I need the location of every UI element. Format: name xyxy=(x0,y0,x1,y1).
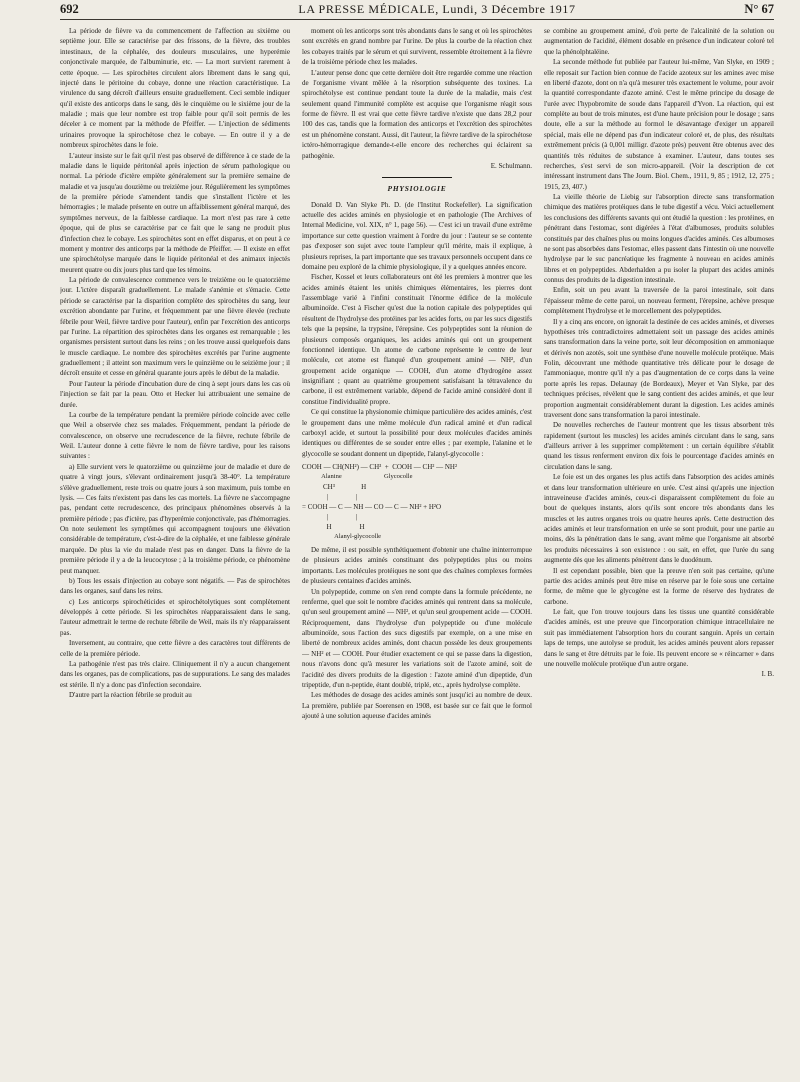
chemical-formula xyxy=(302,462,532,542)
paragraph: L'auteur insiste sur le fait qu'il n'est pas observé de différence à ce stade de la maladie dans le liquide péritonéal après injection de sérum pathologique ou normal. La période d'ictère empiète généralement sur la première semaine de maladie et va jusqu'au douzième ou treizième jour. Régulièrement les symptômes de la première période s'amendent tandis que s'installent l'ictère et les hémorragies ; le malade présente en outre un affaiblissement général marqué, des symptômes nerveux, de la faiblesse cardiaque. La mort n'est pas rare à cette époque, qui de plus se caractérise par ce fait que le sang ne produit plus d'infection chez le cobaye. Les spirochètes sont en effet disparus, et on peut à ce moment y montrer des anticorps par la méthode de Pfeiffer. — Il existe en effet une spirochétolyse marquée dans le liquide péritonéal et des animaux injectés meurent quatre ou dix jours plus tard que les témoins. xyxy=(60,151,290,274)
column-1 xyxy=(60,26,290,1082)
formula-line: H H xyxy=(302,523,365,531)
paragraph: c) Les anticorps spirochéticides et spirochétolytiques sont complètement développés à cette période. Si les spirochètes réapparaissaient dans le sang, l'auteur admettrait le terme de rechute fébrile de Weil, mais ils n'y réapparaissent pas. xyxy=(60,597,290,637)
column-2 xyxy=(302,26,532,1082)
paragraph: La vieille théorie de Liebig sur l'absorption directe sans transformation chimique des matières protéiques dans le tube digestif a vécu. Voici actuellement les conclusions des différents savants qui ont étudié la question : les protéines, en pénétrant dans l'estomac, sont digérées à l'état d'albumoses, produits solubles constitués par des chaînes plus ou moins longues d'acides aminés. Ces albumoses ne sont pas absorbées dans l'estomac, elles passent dans l'intestin où une nouvelle hydrolyse par le suc pancréatique les fragmente à nouveau en acides aminés libres et en polypeptides. Abderhalden a pu isoler la plupart des acides aminés connus des produits de la digestion intestinale. xyxy=(544,193,774,284)
page-header xyxy=(60,0,774,20)
formula-line: = COOH — C — NH — CO — C — NH² + H²O xyxy=(302,503,442,511)
paragraph: Le foie est un des organes les plus actifs dans l'absorption des acides aminés et dans leur transformation ultérieure en urée. C'est ainsi qu'après une injection intraveineuse d'acides aminés, ceux-ci disparaissent complètement du foie au bout de quelques instants, alors qu'ils sont encore très abondants dans les muscles et les autres organes trois ou quatre heures après. Cette destruction des acides aminés et leur transformation en urée se sont produit, pour une partie au moins, dès la pénétration dans le sang, avant même que l'organisme ait absorbé les produits nécessaires à son existence : ou sait, en effet, que l'urée du sang augmente dès que les aliments pénètrent dans le duodénum. xyxy=(544,473,774,565)
divider xyxy=(382,177,452,178)
author-signature: E. Schulmann. xyxy=(490,161,532,170)
columns xyxy=(60,26,774,1082)
paragraph: Fischer, Kossel et leurs collaborateurs ont été les premiers à montrer que les acides aminés étaient les unités chimiques élémentaires, les pierres dont l'assemblage varié à l'infini constituait l'énorme édifice de la molécule albuminoïde. C'est à Fischer qu'est due la notion capitale des polypeptides qui résultent de l'hydrolyse des protéines par les acides forts, ou par les sucs digestifs tels que la pepsine, la trypsine, l'érepsine. Ces polypeptides sont la réunion de plusieurs composés organiques, les acides aminés qui ont un groupement fonctionnel identique. Un atome de carbone représente le centre de leur molécule, cet atome est flanqué d'un groupement aminé — NH², d'un groupement acide organique — COOH, d'un atome d'hydrogène assez insignifiant ; quant au quatrième groupement satisfaisant la tétravalence du carbone, il est extrêmement variable, dépend de l'acide aminé considéré dont il constitue l'individualité propre. xyxy=(302,273,532,406)
paragraph: La pathogénie n'est pas très claire. Cliniquement il n'y a aucun changement dans les organes, pas de complications, pas de suppurations. Le sang des malades est stérile. Il n'y a donc pas d'infection secondaire. xyxy=(60,659,290,689)
paragraph: se combine au groupement aminé, d'où perte de l'alcalinité de la solution ou augmentation de l'acidité, élément dosable en présence d'un indicateur coloré tel que la phénolphtaléine. xyxy=(544,27,774,56)
paragraph: La période de fièvre va du commencement de l'affection au sixième ou septième jour. Elle se caractérise par des frissons, de la fièvre, des troubles intestinaux, de la céphalée, des douleurs musculaires, une hyperémie conjonctivale marquée, de l'albuminurie, etc. — La mort survient rarement à cette époque. — Les spirochètes circulent alors librement dans le sang qui, injecté dans le péritoine du cobaye, donne une réaction caractéristique. La virulence du sang décroît d'ailleurs ensuite graduellement. Ceci semble indiquer qu'il existe des anticorps dans le sang, dès le cinquième ou le sixième jour de la maladie ; mais que leur nombre est trop faible pour qu'il soit permis de les déceler à ce moment par la méthode de Pfeiffer. — L'injection de sédiments urinaires provoque la spirochétose chez le cobaye. — En outre il y a de nombreux spirochètes dans le foie. xyxy=(60,27,290,150)
formula-labels: Alanine Glycocolle xyxy=(302,473,413,480)
paragraph: a) Elle survient vers le quatorzième ou quinzième jour de maladie et dure de quatre à vingt jours, s'élevant ordinairement jusqu'à 38-40°. La température s'élève graduellement, reste trois ou quatre jours à son maximum, puis tombe en lysis. — Ces faits n'existent pas dans les cas mortels. La fièvre ne s'accompagne pas, pendant cette recrudescence, des principaux phénomènes observés à la première période ; pas d'ictère, pas d'hyperémie conjonctivale, pas d'hémorragies. On note seulement les symptômes qui accompagnent toujours une élévation considérable de température, c'est-à-dire de la céphalée, et une faiblesse générale marquée. De plus la vie du malade n'est pas en danger. Dans la fièvre de la première période il y a de la leucocytose ; à la troisième période, ce phénomène peut manquer. xyxy=(60,462,290,575)
paragraph: Donald D. Van Slyke Ph. D. (de l'Institut Rockefeller). La signification actuelle des acides aminés en physiologie et en pathologie (The Archives of Internal Medicine, vol. XIX, n° 1, page 56). — C'est ici un travail d'une extrême importance sur cette question vraiment à l'ordre du jour : l'auteur se se contente pas d'exposer son sujet avec toute l'ampleur qu'il mérite, mais il explique, à plusieurs reprises, la part importante que ses travaux personnels occupent dans ce domaine peu exploré de la chimie physiologique, il y a quelques années encore. xyxy=(302,200,532,271)
section-heading: PHYSIOLOGIE xyxy=(387,184,447,194)
formula-labels: Alanyl-glycocolle xyxy=(302,533,382,540)
issue-number: N° 67 xyxy=(744,2,774,16)
column-3 xyxy=(544,26,774,1082)
formula-line: | | xyxy=(302,513,358,521)
formula-line: | | xyxy=(302,493,358,501)
paragraph: Inversement, au contraire, que cette fièvre a des caractères tout différents de celle de la première période. xyxy=(60,639,290,658)
paragraph: La période de convalescence commence vers le treizième ou le quatorzième jour. L'ictère disparaît graduellement. Le malade s'anémie et s'émacie. Cette période se caractérise par la disparition complète des spirochètes du sang, leur excrétion abondante par l'urine, et fréquemment par une fièvre élevée (rechute fébrile pour Weil, fièvre tardive pour l'auteur), enfin par l'excrétion des anticorps par l'urine. La répartition des spirochètes dans les organes est remarquable ; les organismes persistent surtout dans les reins ; on les trouve aussi quelquefois dans le muscle cardiaque. Le nombre des spirochètes excrétés par l'urine augmente graduellement ; il atteint son maximum vers le quinzième ou le seizième jour ; il décroît ensuite et cesse en général quarante jours après le début de la maladie. xyxy=(60,276,290,378)
paragraph: Il est cependant possible, bien que la preuve n'en soit pas certaine, qu'une partie des acides aminés peut être mise en réserve par le foie sous une certaine forme, de même que le glycogène est la forme de réserve des hydrates de carbone. xyxy=(544,566,774,606)
author-signature: I. B. xyxy=(761,670,774,679)
paragraph: moment où les anticorps sont très abondants dans le sang et où les spirochètes sont excrétés en grand nombre par l'urine. De plus la courbe de la réaction chez les cobayes traités par le sérum et qui survivent, ressemble étroitement à la fièvre de la troisième période chez les malades. xyxy=(302,27,532,67)
paragraph: Pour l'auteur la période d'incubation dure de cinq à sept jours dans les cas où l'injection se fait par la peau. Otto et Hecker lui attribuaient une semaine de durée. xyxy=(60,379,290,409)
page-number: 692 xyxy=(60,2,79,16)
paragraph: La seconde méthode fut publiée par l'auteur lui-même, Van Slyke, en 1909 ; elle reposait sur l'action bien connue de l'acide azoteux sur les amines avec mise en liberté d'azote, dont on n'a qu'à mesurer très exactement le volume, pour avoir la quantité correspondante d'azote aminé. C'est le même principe du dosage de l'urée avec l'hypobromite de soude dans l'appareil d'Yvon. La réaction, qui est complète au bout de trois minutes, est d'une haute précision pour le dosage ; sans doute, elle a sur la méthode au formol le désavantage d'exiger un appareil spécial, mais elle ne dépend pas d'un indicateur coloré et, de plus, des résultats extrêmement précis (à 0,001 milligr. d'azote près) peuvent être obtenus avec des quantités très réduites de substance à examiner. L'auteur, dans toutes ses recherches, s'est servi de son micro-appareil. (Voir la description de cet intéressant instrument dans The Journ. Biol. Chem., 1911, 9, 85 ; 1912, 12, 275 ; 1915, 23, 407.) xyxy=(544,58,774,191)
paragraph: Les méthodes de dosage des acides aminés sont jusqu'ici au nombre de deux. La première, publiée par Soerensen en 1908, est basée sur ce fait que le formol ajouté à une solution aqueuse d'acides aminés xyxy=(302,691,532,720)
paragraph: L'auteur pense donc que cette dernière doit être regardée comme une réaction de l'organisme vivant mêlée à la résorption subséquente des toxines. La spirochétolyse est continue pendant toute la durée de la maladie, mais c'est seulement quand l'immunité complète est acquise que l'organisme réagit sous forme de fièvre. Il est vrai que cette fièvre tardive n'existe que dans 28,2 pour 100 des cas, tandis que la formation des anticorps et l'excrétion des spirochètes est un phénomène constant. Aussi, dit l'auteur, la fièvre tardive de la spirochétose ictéro-hémorragique demande-t-elle encore des recherches qui éclairent sa pathogénie. xyxy=(302,68,532,160)
paragraph: De nouvelles recherches de l'auteur montrent que les tissus absorbent très rapidement (surtout les muscles) les acides aminés circulant dans le sang, sans d'ailleurs arriver à les supprimer complètement : un certain équilibre s'établit quand les tissus renferment environ dix fois le pourcentage d'acides aminés en circulation dans le sang. xyxy=(544,421,774,471)
paragraph: Enfin, soit un peu avant la traversée de la paroi intestinale, soit dans l'épaisseur même de cette paroi, un nouveau ferment, l'érepsine, achève presque complètement l'hydrolyse et le morcellement des polypeptides. xyxy=(544,286,774,316)
formula-line: COOH — CH(NH²) — CH³ + COOH — CH² — NH² xyxy=(302,463,458,471)
paragraph: Il y a cinq ans encore, on ignorait la destinée de ces acides aminés, et diverses hypothèses très contradictoires admettaient soit un passage des acides aminés sans transformation dans la veine porte, soit leur décomposition en ammoniaque et dérivés non azotés, soit une synthèse d'une nouvelle molécule protéique. Mais Folin, découvrant une méthode quantitative très délicate pour le dosage de l'ammoniaque, montre qu'il n'y a pas d'augmentation de ce corps dans la veine porte après les repas. Delaunay (de Bordeaux), Meyer et Van Slyke, par des techniques précises, révèlent que le sang contient des acides aminés, et que leur proportion augmentait considérablement durant la digestion. Les acides aminés traversent donc sans transformation la paroi intestinale. xyxy=(544,317,774,419)
paragraph: b) Tous les essais d'injection au cobaye sont négatifs. — Pas de spirochètes dans les organes, sauf dans les reins. xyxy=(60,576,290,596)
paragraph: De même, il est possible synthétiquement d'obtenir une chaîne ininterrompue de plusieurs acides aminés constituant des polypeptides plus ou moins importants. Les molécules protéiques ne sont que des chaînes complexes formées de plusieurs centaines d'acides aminés. xyxy=(302,546,532,586)
paragraph: D'autre part la réaction fébrile se produit au xyxy=(69,691,192,699)
paragraph: Le fait, que l'on trouve toujours dans les tissus une quantité considérable d'acides aminés, est une preuve que l'incorporation chimique intracellulaire ne suit pas immédiatement l'absorption hors du courant sanguin. Après un certain laps de temps, une autolyse se produit, les acides aminés peuvent alors repasser dans le sang et être détruits par le foie. Ils peuvent encore se « réincarner » dans une nouvelle molécule protéique d'un autre organe. xyxy=(544,608,774,668)
paragraph: Ce qui constitue la physionomie chimique particulière des acides aminés, c'est le groupement dans une même molécule d'un radical aminé et d'un radical carboxyl acide, et surtout la possibilité pour deux molécules d'acides aminés identiques ou différentes de se souder entre elles ; par exemple, l'alanine et le glycocolle se soudant donnent un dipeptide, l'alanyl-glycocolle : xyxy=(302,408,532,458)
journal-title: LA PRESSE MÉDICALE, Lundi, 3 Décembre 1917 xyxy=(298,2,576,16)
paragraph: Un polypeptide, comme on s'en rend compte dans la formule précédente, ne renferme, quel que soit le nombre d'acides aminés qui rentrent dans sa molécule, qu'un seul groupement aminé — NH², et qu'un seul groupement acide — COOH. Réciproquement, dans l'hydrolyse d'un polypeptide ou d'une molécule albuminoïde, sous l'action des sucs digestifs par exemple, on a une mise en liberté de nombreux acides aminés, dont chacun possède les deux groupements — NH² et — COOH. Pour étudier exactement ce qui se passe dans la digestion, nous n'avons donc qu'à mesurer les variations soit de l'azote aminé, soit de l'acidité des divers produits de la digestion : l'azote aminé d'un dipeptide, d'un tripeptide, d'un n-peptide, étant doublé, triplé, etc., après hydrolyse complète. xyxy=(302,587,532,689)
formula-line: CH³ H xyxy=(302,483,367,491)
paragraph: La courbe de la température pendant la première période coïncide avec celle que Weil a observée chez ses malades. Fréquemment, pendant la période de convalescence, on observe une recrudescence de la fièvre, rechute fébrile de Weil. L'auteur donne à cette fièvre le nom de fièvre tardive, pour les raisons suivantes : xyxy=(60,410,290,461)
